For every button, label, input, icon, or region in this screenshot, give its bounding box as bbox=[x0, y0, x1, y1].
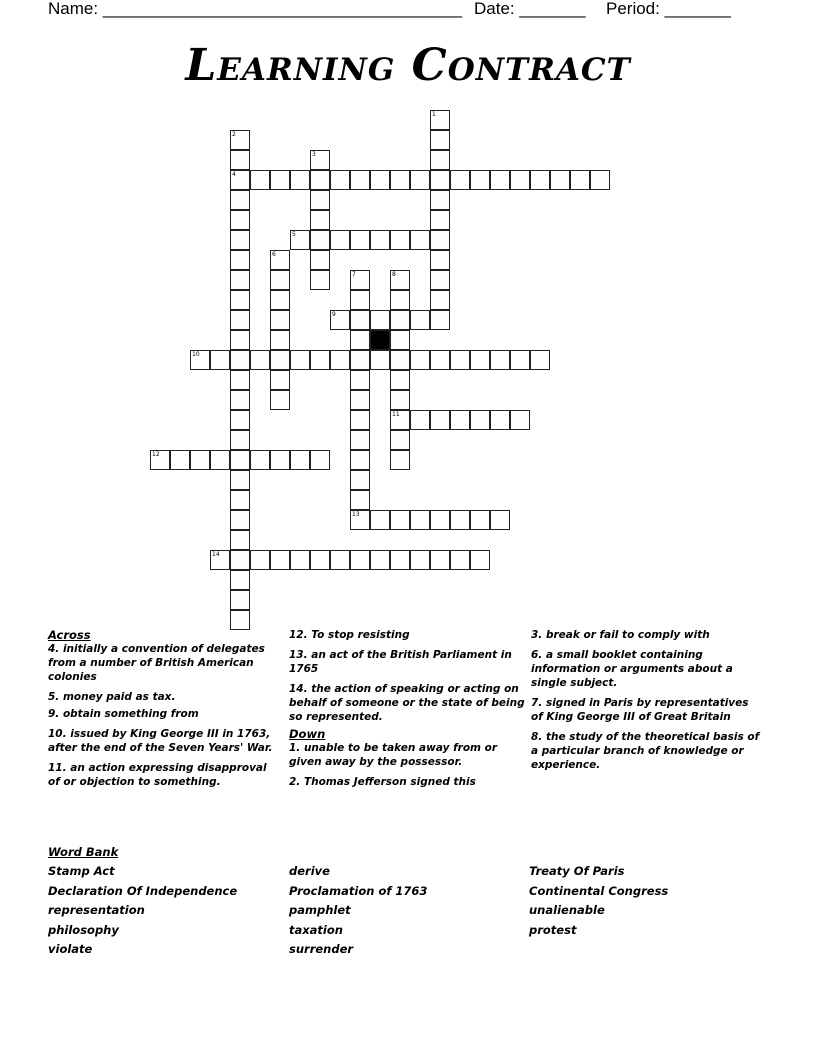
crossword-cell[interactable] bbox=[270, 350, 290, 370]
crossword-cell[interactable] bbox=[230, 450, 250, 470]
crossword-cell[interactable] bbox=[270, 330, 290, 350]
period-field[interactable]: Period: _______ bbox=[606, 0, 731, 18]
crossword-cell[interactable] bbox=[370, 510, 390, 530]
word-bank-item: philosophy bbox=[48, 922, 119, 937]
crossword-cell[interactable] bbox=[170, 450, 190, 470]
clue-across-13 bbox=[289, 648, 525, 676]
crossword-cell[interactable] bbox=[350, 430, 370, 450]
cell-number: 1 bbox=[432, 111, 436, 118]
crossword-cell[interactable] bbox=[310, 190, 330, 210]
crossword-cell[interactable] bbox=[450, 510, 470, 530]
word-bank-heading: Word Bank bbox=[48, 845, 119, 859]
crossword-cell[interactable] bbox=[390, 310, 410, 330]
crossword-cell[interactable] bbox=[470, 350, 490, 370]
clue-number: 4. bbox=[48, 643, 60, 655]
crossword-cell[interactable] bbox=[230, 250, 250, 270]
clue-number: 6. bbox=[531, 649, 543, 661]
crossword-cell[interactable] bbox=[430, 550, 450, 570]
crossword-cell[interactable] bbox=[230, 570, 250, 590]
cell-number: 2 bbox=[232, 131, 236, 138]
clue-down-3 bbox=[531, 628, 763, 642]
clue-text: To stop resisting bbox=[311, 629, 410, 641]
crossword-cell[interactable] bbox=[230, 310, 250, 330]
crossword-cell[interactable] bbox=[510, 350, 530, 370]
crossword-cell[interactable] bbox=[230, 370, 250, 390]
clue-number: 5. bbox=[48, 691, 60, 703]
crossword-cell[interactable] bbox=[230, 190, 250, 210]
crossword-cell[interactable] bbox=[370, 170, 390, 190]
crossword-cell[interactable] bbox=[390, 290, 410, 310]
crossword-cell[interactable] bbox=[350, 290, 370, 310]
clue-number: 13. bbox=[289, 649, 308, 661]
crossword-cell[interactable] bbox=[450, 550, 470, 570]
crossword-cell[interactable] bbox=[430, 110, 450, 130]
clue-across-12 bbox=[289, 628, 525, 642]
word-bank-item: protest bbox=[529, 922, 577, 937]
crossword-cell[interactable] bbox=[330, 350, 350, 370]
crossword-cell[interactable] bbox=[590, 170, 610, 190]
crossword-cell[interactable] bbox=[270, 170, 290, 190]
crossword-cell[interactable] bbox=[270, 250, 290, 270]
crossword-cell[interactable] bbox=[390, 390, 410, 410]
crossword-cell[interactable] bbox=[490, 350, 510, 370]
cell-number: 13 bbox=[352, 511, 360, 518]
crossword-cell[interactable] bbox=[390, 350, 410, 370]
clue-across-9 bbox=[48, 707, 276, 721]
crossword-cell[interactable] bbox=[350, 170, 370, 190]
cell-number: 9 bbox=[332, 311, 336, 318]
crossword-cell[interactable] bbox=[310, 350, 330, 370]
crossword-cell[interactable] bbox=[430, 310, 450, 330]
crossword-cell[interactable] bbox=[290, 350, 310, 370]
clue-number: 9. bbox=[48, 708, 60, 720]
cell-number: 10 bbox=[192, 351, 200, 358]
clue-down-7 bbox=[531, 696, 763, 724]
word-bank-item: Declaration Of Independence bbox=[48, 883, 238, 898]
crossword-cell[interactable] bbox=[410, 550, 430, 570]
crossword-cell[interactable] bbox=[190, 450, 210, 470]
word-bank-item: taxation bbox=[289, 922, 343, 937]
crossword-cell[interactable] bbox=[230, 170, 250, 190]
crossword-cell[interactable] bbox=[350, 370, 370, 390]
word-bank-item: representation bbox=[48, 903, 145, 917]
crossword-cell[interactable] bbox=[430, 230, 450, 250]
crossword-cell[interactable] bbox=[230, 430, 250, 450]
crossword-cell[interactable] bbox=[410, 510, 430, 530]
crossword-cell[interactable] bbox=[230, 350, 250, 370]
crossword-cell[interactable] bbox=[510, 410, 530, 430]
crossword-cell[interactable] bbox=[310, 230, 330, 250]
cell-number: 7 bbox=[352, 271, 356, 278]
word-bank-column-3 bbox=[529, 862, 668, 940]
page-title: Learning Contract bbox=[185, 40, 631, 91]
crossword-cell[interactable] bbox=[230, 550, 250, 570]
clue-number: 14. bbox=[289, 683, 308, 695]
crossword-cell[interactable] bbox=[250, 170, 270, 190]
clue-number: 10. bbox=[48, 728, 67, 740]
crossword-cell[interactable] bbox=[270, 270, 290, 290]
crossword-cell[interactable] bbox=[430, 210, 450, 230]
crossword-cell[interactable] bbox=[430, 270, 450, 290]
clues-column-2 bbox=[289, 628, 525, 795]
crossword-cell[interactable] bbox=[350, 230, 370, 250]
clue-across-11 bbox=[48, 761, 276, 789]
clue-text: the study of the theoretical basis of a particular branch of knowledge or experience. bbox=[531, 731, 760, 771]
clues-column-1 bbox=[48, 628, 276, 795]
crossword-cell[interactable] bbox=[430, 410, 450, 430]
clue-text: a small booklet containing information or arguments about a single subject. bbox=[531, 649, 733, 689]
crossword-cell[interactable] bbox=[350, 270, 370, 290]
crossword-cell[interactable] bbox=[390, 170, 410, 190]
crossword-cell[interactable] bbox=[430, 350, 450, 370]
crossword-cell[interactable] bbox=[350, 510, 370, 530]
crossword-cell[interactable] bbox=[430, 510, 450, 530]
clue-number: 7. bbox=[531, 697, 543, 709]
crossword-cell[interactable] bbox=[530, 350, 550, 370]
header bbox=[0, 0, 816, 24]
crossword-cell[interactable] bbox=[270, 370, 290, 390]
crossword-cell[interactable] bbox=[350, 310, 370, 330]
crossword-cell[interactable] bbox=[330, 550, 350, 570]
crossword-cell[interactable] bbox=[250, 550, 270, 570]
crossword-cell[interactable] bbox=[490, 510, 510, 530]
black-square bbox=[370, 330, 390, 350]
word-bank-item: unalienable bbox=[529, 903, 605, 917]
clue-across-5 bbox=[48, 690, 276, 704]
crossword-cell[interactable] bbox=[330, 170, 350, 190]
crossword-cell[interactable] bbox=[470, 170, 490, 190]
clue-number: 3. bbox=[531, 629, 543, 641]
clue-number: 1. bbox=[289, 742, 301, 754]
crossword-cell[interactable] bbox=[310, 150, 330, 170]
crossword-cell[interactable] bbox=[270, 390, 290, 410]
crossword-cell[interactable] bbox=[230, 470, 250, 490]
crossword-cell[interactable] bbox=[230, 490, 250, 510]
crossword-cell[interactable] bbox=[530, 170, 550, 190]
crossword-cell[interactable] bbox=[230, 270, 250, 290]
word-bank-item: violate bbox=[48, 942, 93, 956]
cell-number: 3 bbox=[312, 151, 316, 158]
crossword-cell[interactable] bbox=[330, 230, 350, 250]
crossword-cell[interactable] bbox=[330, 310, 350, 330]
crossword-cell[interactable] bbox=[250, 450, 270, 470]
crossword-cell[interactable] bbox=[470, 510, 490, 530]
crossword-cell[interactable] bbox=[430, 130, 450, 150]
crossword-cell[interactable] bbox=[430, 170, 450, 190]
crossword-cell[interactable] bbox=[230, 330, 250, 350]
crossword-cell[interactable] bbox=[310, 270, 330, 290]
word-bank-item: Stamp Act bbox=[48, 864, 115, 878]
crossword-cell[interactable] bbox=[370, 310, 390, 330]
crossword-cell[interactable] bbox=[430, 150, 450, 170]
crossword-cell[interactable] bbox=[490, 410, 510, 430]
crossword-cell[interactable] bbox=[430, 290, 450, 310]
crossword-cell[interactable] bbox=[270, 450, 290, 470]
crossword-cell[interactable] bbox=[230, 390, 250, 410]
crossword-cell[interactable] bbox=[450, 410, 470, 430]
crossword-cell[interactable] bbox=[430, 250, 450, 270]
word-bank-column-1 bbox=[48, 862, 237, 960]
crossword-cell[interactable] bbox=[390, 230, 410, 250]
crossword-cell[interactable] bbox=[430, 190, 450, 210]
cell-number: 4 bbox=[232, 171, 236, 178]
clue-text: unable to be taken away from or given away by the possessor. bbox=[289, 742, 498, 768]
cell-number: 11 bbox=[392, 411, 400, 418]
word-bank-item: pamphlet bbox=[289, 903, 351, 917]
clue-text: break or fail to comply with bbox=[545, 629, 710, 641]
clue-down-1 bbox=[289, 741, 525, 769]
crossword-cell[interactable] bbox=[370, 550, 390, 570]
crossword-cell[interactable] bbox=[230, 290, 250, 310]
crossword-cell[interactable] bbox=[230, 130, 250, 150]
crossword-cell[interactable] bbox=[230, 230, 250, 250]
word-bank-item: Treaty Of Paris bbox=[529, 864, 625, 878]
crossword-cell[interactable] bbox=[230, 590, 250, 610]
crossword-cell[interactable] bbox=[290, 230, 310, 250]
clue-text: an action expressing disapproval of or objection to something. bbox=[48, 762, 267, 788]
clue-down-6 bbox=[531, 648, 763, 690]
crossword-cell[interactable] bbox=[350, 350, 370, 370]
clue-across-4 bbox=[48, 642, 276, 684]
clue-text: the action of speaking or acting on behalf of someone or the state of being so represented. bbox=[289, 683, 525, 723]
clue-text: Thomas Jefferson signed this bbox=[303, 776, 476, 788]
word-bank-item: derive bbox=[289, 864, 330, 878]
crossword-cell[interactable] bbox=[350, 330, 370, 350]
clue-across-10 bbox=[48, 727, 276, 755]
clue-down-2 bbox=[289, 775, 525, 789]
clue-text: an act of the British Parliament in 1765 bbox=[289, 649, 512, 675]
crossword-cell[interactable] bbox=[390, 370, 410, 390]
crossword-cell[interactable] bbox=[230, 530, 250, 550]
clue-text: obtain something from bbox=[62, 708, 199, 720]
crossword-cell[interactable] bbox=[390, 270, 410, 290]
clue-text: issued by King George III in 1763, after the end of the Seven Years' War. bbox=[48, 728, 273, 754]
word-bank-item: Continental Congress bbox=[529, 883, 669, 898]
crossword-cell[interactable] bbox=[370, 350, 390, 370]
crossword-cell[interactable] bbox=[270, 550, 290, 570]
name-field[interactable]: Name: ______________________________________ bbox=[48, 0, 463, 18]
clue-text: money paid as tax. bbox=[62, 691, 176, 703]
crossword-cell[interactable] bbox=[310, 550, 330, 570]
crossword-cell[interactable] bbox=[350, 450, 370, 470]
cell-number: 5 bbox=[292, 231, 296, 238]
word-bank-item: Proclamation of 1763 bbox=[289, 883, 428, 898]
crossword-cell[interactable] bbox=[210, 350, 230, 370]
crossword-cell[interactable] bbox=[230, 510, 250, 530]
clues-column-3 bbox=[531, 628, 763, 778]
crossword-cell[interactable] bbox=[310, 250, 330, 270]
crossword-cell[interactable] bbox=[470, 550, 490, 570]
crossword-cell[interactable] bbox=[390, 430, 410, 450]
crossword-cell[interactable] bbox=[270, 310, 290, 330]
cell-number: 8 bbox=[392, 271, 396, 278]
crossword-cell[interactable] bbox=[470, 410, 490, 430]
crossword-cell[interactable] bbox=[350, 410, 370, 430]
crossword-cell[interactable] bbox=[570, 170, 590, 190]
clue-across-14 bbox=[289, 682, 525, 724]
crossword-cell[interactable] bbox=[210, 450, 230, 470]
crossword-cell[interactable] bbox=[410, 410, 430, 430]
down-heading: Down bbox=[289, 727, 326, 741]
crossword-cell[interactable] bbox=[270, 290, 290, 310]
crossword-cell[interactable] bbox=[450, 170, 470, 190]
crossword-cell[interactable] bbox=[550, 170, 570, 190]
crossword-cell[interactable] bbox=[210, 550, 230, 570]
crossword-cell[interactable] bbox=[250, 350, 270, 370]
crossword-cell[interactable] bbox=[410, 170, 430, 190]
crossword-cell[interactable] bbox=[390, 410, 410, 430]
cell-number: 14 bbox=[212, 551, 220, 558]
clue-number: 11. bbox=[48, 762, 67, 774]
across-heading: Across bbox=[48, 628, 91, 642]
word-bank-item: surrender bbox=[289, 942, 354, 956]
clue-number: 12. bbox=[289, 629, 308, 641]
date-field[interactable]: Date: _______ bbox=[474, 0, 586, 18]
clue-text: signed in Paris by representatives of King George III of Great Britain bbox=[531, 697, 749, 723]
crossword-cell[interactable] bbox=[390, 510, 410, 530]
crossword-cell[interactable] bbox=[310, 450, 330, 470]
clue-text: initially a convention of delegates from a number of British American colonies bbox=[48, 643, 265, 683]
crossword-cell[interactable] bbox=[390, 550, 410, 570]
word-bank-column-2 bbox=[289, 862, 427, 960]
clue-number: 2. bbox=[289, 776, 301, 788]
crossword-cell[interactable] bbox=[190, 350, 210, 370]
crossword-cell[interactable] bbox=[450, 350, 470, 370]
crossword-cell[interactable] bbox=[290, 550, 310, 570]
crossword-cell[interactable] bbox=[510, 170, 530, 190]
crossword-cell[interactable] bbox=[350, 490, 370, 510]
crossword-cell[interactable] bbox=[490, 170, 510, 190]
crossword-cell[interactable] bbox=[350, 470, 370, 490]
crossword-cell[interactable] bbox=[230, 610, 250, 630]
crossword-cell[interactable] bbox=[410, 310, 430, 330]
crossword-cell[interactable] bbox=[390, 450, 410, 470]
crossword-cell[interactable] bbox=[410, 230, 430, 250]
cell-number: 12 bbox=[152, 451, 160, 458]
crossword-cell[interactable] bbox=[150, 450, 170, 470]
crossword-cell[interactable] bbox=[230, 150, 250, 170]
clue-number: 8. bbox=[531, 731, 543, 743]
crossword-cell[interactable] bbox=[290, 450, 310, 470]
crossword-cell[interactable] bbox=[350, 550, 370, 570]
crossword-cell[interactable] bbox=[290, 170, 310, 190]
crossword-cell[interactable] bbox=[370, 230, 390, 250]
crossword-cell[interactable] bbox=[230, 410, 250, 430]
clue-down-8 bbox=[531, 730, 763, 772]
crossword-cell[interactable] bbox=[390, 330, 410, 350]
crossword-cell[interactable] bbox=[310, 210, 330, 230]
crossword-cell[interactable] bbox=[410, 350, 430, 370]
crossword-cell[interactable] bbox=[310, 170, 330, 190]
crossword-cell[interactable] bbox=[230, 210, 250, 230]
crossword-cell[interactable] bbox=[350, 390, 370, 410]
cell-number: 6 bbox=[272, 251, 276, 258]
